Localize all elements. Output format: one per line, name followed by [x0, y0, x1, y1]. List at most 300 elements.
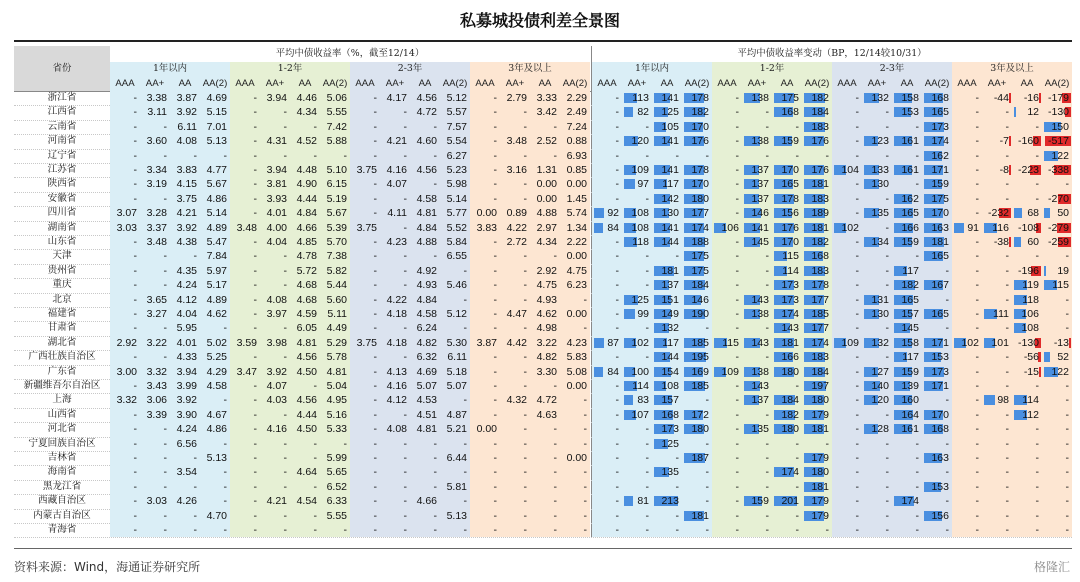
yield-cell: -: [380, 278, 410, 292]
change-value: -: [735, 380, 739, 392]
change-value: -: [975, 480, 979, 493]
change-cell: [1012, 494, 1042, 508]
change-value: 182: [691, 106, 709, 119]
yield-cell: 6.33: [320, 494, 350, 508]
yield-cell: -: [260, 105, 290, 119]
change-cell: [832, 465, 862, 479]
change-cell: [982, 105, 1012, 119]
change-value: 81: [637, 495, 649, 508]
yield-cell: 4.68: [290, 293, 320, 307]
yield-cell: 0.85: [560, 163, 590, 177]
change-value: 159: [901, 365, 919, 378]
yield-cell: -: [140, 480, 170, 494]
change-value: 166: [901, 221, 919, 234]
change-cell: [892, 523, 922, 537]
change-cell: [712, 134, 742, 148]
yield-cell: 3.75: [350, 221, 380, 235]
change-value: -: [885, 120, 889, 133]
change-value: -: [1005, 322, 1009, 335]
change-cell: [982, 134, 1012, 148]
yield-cell: -: [140, 350, 170, 364]
yield-cell: 4.34: [290, 105, 320, 119]
change-value: -: [1065, 524, 1069, 536]
change-bar: [1044, 266, 1046, 276]
change-value: 143: [751, 336, 769, 349]
change-cell: [1012, 408, 1042, 422]
change-cell: [772, 278, 802, 292]
change-value: -: [705, 322, 709, 335]
change-cell: [952, 149, 982, 163]
yield-cell: 3.30: [530, 365, 560, 379]
yield-cell: -: [380, 480, 410, 494]
change-cell: [922, 393, 952, 407]
change-bar: [594, 367, 603, 377]
yield-cell: 3.28: [140, 206, 170, 220]
yield-cell: -: [230, 523, 260, 537]
yield-cell: 5.46: [440, 278, 470, 292]
rating-header: AA+: [862, 76, 892, 91]
change-value: -: [1065, 178, 1069, 191]
yield-cell: -: [350, 509, 380, 523]
yield-cell: -: [110, 408, 140, 422]
change-cell: [652, 235, 682, 249]
yield-cell: -: [500, 149, 530, 163]
yield-cell: -: [530, 451, 560, 465]
change-value: 84: [607, 221, 619, 234]
change-cell: [772, 91, 802, 105]
change-value: -: [615, 236, 619, 248]
yield-cell: -: [110, 264, 140, 278]
change-cell: [922, 408, 952, 422]
yield-cell: -: [530, 509, 560, 523]
change-value: 159: [751, 495, 769, 508]
change-value: 135: [661, 466, 679, 479]
change-value: -196: [1017, 264, 1039, 277]
yield-cell: -: [530, 379, 560, 393]
rating-header: AA: [772, 76, 802, 91]
change-value: -: [705, 495, 709, 508]
change-cell: [892, 221, 922, 235]
yield-cell: -: [200, 494, 230, 508]
change-cell: [712, 293, 742, 307]
change-bar: [624, 309, 635, 319]
change-cell: [862, 465, 892, 479]
change-value: 182: [781, 408, 799, 421]
change-cell: [892, 120, 922, 134]
yield-cell: 4.90: [290, 177, 320, 191]
change-value: -: [855, 308, 859, 320]
yield-cell: -: [170, 480, 200, 494]
change-value: -: [975, 380, 979, 392]
change-cell: [742, 120, 772, 134]
change-cell: [592, 494, 622, 508]
yield-cell: -: [230, 177, 260, 191]
yield-cell: 4.82: [410, 336, 440, 350]
change-cell: [742, 163, 772, 177]
yield-cell: 0.00: [560, 307, 590, 321]
change-value: 138: [751, 365, 769, 378]
yield-cell: 2.97: [530, 221, 560, 235]
yield-cell: -: [200, 465, 230, 479]
change-value: 139: [901, 380, 919, 392]
yield-cell: -: [410, 437, 440, 451]
change-value: 181: [661, 264, 679, 277]
yield-cell: 4.18: [380, 307, 410, 321]
change-cell: [1042, 465, 1072, 479]
yield-cell: -: [380, 408, 410, 422]
change-value: -: [1035, 250, 1039, 263]
change-cell: [922, 307, 952, 321]
yield-cell: -: [230, 278, 260, 292]
yield-cell: -: [350, 465, 380, 479]
change-cell: [952, 177, 982, 191]
change-value: 141: [661, 221, 679, 234]
change-cell: [892, 422, 922, 436]
yield-cell: -: [560, 321, 590, 335]
change-cell: [952, 336, 982, 350]
change-cell: [832, 451, 862, 465]
change-cell: [652, 494, 682, 508]
province-name: 安徽省: [47, 192, 77, 204]
change-cell: [652, 91, 682, 105]
change-cell: [952, 365, 982, 379]
yield-cell: -: [530, 465, 560, 479]
change-cell: [982, 465, 1012, 479]
yield-cell: -: [230, 494, 260, 508]
change-cell: [682, 249, 712, 263]
yield-cell: 4.56: [410, 163, 440, 177]
change-value: 177: [811, 322, 829, 335]
change-cell: [592, 221, 622, 235]
change-cell: [592, 293, 622, 307]
yield-cell: -: [380, 350, 410, 364]
change-cell: [862, 379, 892, 393]
change-cell: [742, 221, 772, 235]
yield-cell: -: [230, 249, 260, 263]
province-name: 福建省: [47, 308, 77, 319]
yield-cell: -: [470, 509, 500, 523]
change-cell: [742, 293, 772, 307]
change-value: -: [735, 207, 739, 220]
yield-cell: -: [230, 235, 260, 249]
change-cell: [802, 379, 832, 393]
change-cell: [682, 321, 712, 335]
change-cell: [1012, 149, 1042, 163]
change-cell: [622, 149, 652, 163]
rating-header: AAA: [952, 76, 982, 91]
change-neg-bar: [1009, 165, 1011, 175]
change-value: 164: [901, 408, 919, 421]
yield-cell: -: [380, 120, 410, 134]
change-cell: [652, 321, 682, 335]
change-value: -: [795, 480, 799, 493]
change-value: 82: [637, 106, 649, 119]
change-value: 171: [931, 380, 949, 392]
province-name: 上海: [52, 394, 72, 406]
change-value: -: [915, 509, 919, 522]
change-value: 105: [661, 120, 679, 133]
change-cell: [982, 509, 1012, 523]
change-value: -: [975, 437, 979, 450]
change-cell: [592, 321, 622, 335]
yield-cell: 5.67: [320, 206, 350, 220]
change-cell: [982, 177, 1012, 191]
change-cell: [952, 163, 982, 177]
change-value: -: [915, 480, 919, 493]
province-name: 甘肃省: [47, 322, 77, 334]
yield-cell: 5.47: [200, 235, 230, 249]
change-cell: [1012, 264, 1042, 278]
yield-cell: 6.56: [170, 437, 200, 451]
yield-cell: -: [470, 105, 500, 119]
change-cell: [952, 278, 982, 292]
section-header-change: 平均中债收益率变动（BP，12/14较10/31）: [592, 46, 1072, 62]
yield-cell: -: [350, 365, 380, 379]
change-value: 125: [661, 106, 679, 119]
yield-cell: -: [500, 365, 530, 379]
change-cell: [712, 379, 742, 393]
change-cell: [952, 249, 982, 263]
change-cell: [592, 134, 622, 148]
change-cell: [622, 350, 652, 364]
yield-cell: -: [350, 134, 380, 148]
change-cell: [1012, 365, 1042, 379]
change-value: -: [615, 92, 619, 104]
change-value: -13: [1053, 336, 1069, 349]
change-value: -: [855, 437, 859, 450]
change-value: 143: [751, 380, 769, 392]
change-value: 130: [871, 308, 889, 320]
change-value: 159: [781, 135, 799, 148]
change-value: 106: [1021, 308, 1039, 320]
yield-cell: 4.08: [170, 134, 200, 148]
change-cell: [772, 350, 802, 364]
change-value: 167: [931, 279, 949, 292]
change-cell: [592, 249, 622, 263]
change-cell: [712, 105, 742, 119]
yield-cell: -: [530, 149, 560, 163]
yield-cell: -: [290, 149, 320, 163]
change-value: -: [645, 279, 649, 292]
yield-cell: -: [380, 494, 410, 508]
change-cell: [682, 278, 712, 292]
change-value: -: [735, 351, 739, 364]
yield-cell: 4.75: [560, 264, 590, 278]
yield-cell: -: [230, 134, 260, 148]
yield-cell: -: [230, 91, 260, 105]
yield-cell: -: [470, 465, 500, 479]
change-value: -: [855, 207, 859, 220]
yield-cell: 4.59: [290, 307, 320, 321]
change-cell: [892, 480, 922, 494]
yield-cell: -: [200, 149, 230, 163]
yield-cell: -: [140, 149, 170, 163]
yield-cell: -: [260, 509, 290, 523]
province-name: 新疆维吾尔自治区: [23, 380, 101, 391]
change-cell: [652, 408, 682, 422]
yield-cell: 4.77: [200, 163, 230, 177]
yield-cell: -: [530, 523, 560, 537]
change-cell: [862, 249, 892, 263]
change-cell: [682, 350, 712, 364]
change-value: -7: [999, 135, 1009, 148]
change-cell: [682, 264, 712, 278]
change-cell: [622, 249, 652, 263]
rating-header: AA(2): [320, 76, 350, 91]
change-value: -: [1005, 408, 1009, 421]
yield-cell: -: [470, 293, 500, 307]
yield-cell: -: [470, 91, 500, 105]
change-value: -: [885, 279, 889, 292]
change-cell: [802, 494, 832, 508]
change-bar: [954, 223, 964, 233]
change-cell: [922, 177, 952, 191]
change-value: -179: [1047, 92, 1069, 104]
change-value: -: [855, 480, 859, 493]
yield-cell: -: [110, 120, 140, 134]
change-value: 131: [871, 293, 889, 306]
change-value: 165: [931, 308, 949, 320]
change-value: -: [765, 120, 769, 133]
change-value: 176: [691, 135, 709, 148]
change-cell: [742, 408, 772, 422]
change-cell: [682, 437, 712, 451]
yield-cell: 4.44: [290, 192, 320, 206]
change-cell: [952, 408, 982, 422]
change-cell: [1012, 465, 1042, 479]
yield-cell: 1.31: [530, 163, 560, 177]
change-value: -: [885, 250, 889, 263]
change-value: 178: [691, 92, 709, 104]
yield-cell: 3.75: [350, 163, 380, 177]
change-cell: [772, 379, 802, 393]
rating-header: AA(2): [682, 76, 712, 91]
yield-cell: 3.48: [230, 221, 260, 235]
change-value: -: [855, 135, 859, 148]
change-value: -: [975, 192, 979, 205]
change-cell: [892, 509, 922, 523]
change-value: -: [615, 408, 619, 421]
change-cell: [1012, 523, 1042, 537]
change-value: -: [975, 365, 979, 378]
yield-cell: 2.49: [560, 105, 590, 119]
change-value: -: [645, 120, 649, 133]
yield-cell: 5.57: [440, 105, 470, 119]
change-value: -: [645, 264, 649, 277]
yield-cell: -: [170, 149, 200, 163]
change-cell: [982, 192, 1012, 206]
yield-cell: 4.17: [380, 91, 410, 105]
change-value: 144: [661, 351, 679, 364]
change-cell: [1012, 422, 1042, 436]
change-cell: [982, 393, 1012, 407]
yield-cell: 4.50: [290, 365, 320, 379]
change-cell: [892, 235, 922, 249]
yield-cell: 4.78: [290, 249, 320, 263]
change-value: -: [975, 524, 979, 536]
change-cell: [1042, 393, 1072, 407]
change-cell: [832, 206, 862, 220]
change-value: -: [645, 423, 649, 436]
change-value: 19: [1057, 264, 1069, 277]
change-cell: [682, 365, 712, 379]
change-cell: [802, 221, 832, 235]
change-cell: [802, 278, 832, 292]
change-cell: [892, 494, 922, 508]
change-value: -: [885, 509, 889, 522]
change-value: 160: [901, 394, 919, 407]
yield-cell: -: [410, 249, 440, 263]
change-value: 178: [691, 164, 709, 176]
yield-cell: 4.87: [440, 408, 470, 422]
change-cell: [952, 379, 982, 393]
change-value: -: [705, 480, 709, 493]
change-value: -: [975, 408, 979, 421]
change-value: -: [1035, 423, 1039, 436]
change-cell: [1012, 480, 1042, 494]
change-value: 189: [811, 207, 829, 220]
change-cell: [982, 365, 1012, 379]
yield-cell: -: [260, 120, 290, 134]
change-cell: [1012, 393, 1042, 407]
province-name: 河南省: [47, 135, 77, 147]
term-header: 1年以内: [592, 62, 712, 76]
change-value: 174: [811, 336, 829, 349]
change-neg-bar: [1039, 93, 1041, 103]
change-cell: [622, 480, 652, 494]
yield-cell: -: [350, 278, 380, 292]
change-cell: [802, 465, 832, 479]
yield-cell: 4.13: [380, 365, 410, 379]
change-value: -: [855, 380, 859, 392]
change-value: -: [765, 408, 769, 421]
change-cell: [712, 307, 742, 321]
change-cell: [592, 163, 622, 177]
yield-cell: -: [170, 523, 200, 537]
yield-cell: -: [470, 120, 500, 134]
change-value: -: [915, 452, 919, 464]
change-cell: [652, 177, 682, 191]
change-value: -: [675, 480, 679, 493]
yield-cell: 4.56: [290, 393, 320, 407]
change-value: 181: [811, 178, 829, 191]
yield-cell: -: [110, 307, 140, 321]
yield-cell: -: [470, 321, 500, 335]
change-value: -15: [1023, 365, 1039, 378]
change-value: 174: [781, 466, 799, 479]
change-cell: [862, 509, 892, 523]
yield-cell: -: [290, 379, 320, 393]
change-bar: [594, 208, 604, 218]
province-name: 湖北省: [47, 336, 77, 348]
change-cell: [892, 321, 922, 335]
change-cell: [892, 307, 922, 321]
yield-cell: 4.07: [260, 379, 290, 393]
change-cell: [742, 350, 772, 364]
change-value: 109: [721, 365, 739, 378]
yield-cell: 4.56: [410, 91, 440, 105]
yield-cell: 6.55: [440, 249, 470, 263]
change-cell: [982, 437, 1012, 451]
change-cell: [832, 523, 862, 537]
yield-cell: 5.19: [320, 192, 350, 206]
change-value: 114: [782, 264, 799, 277]
change-value: -: [735, 408, 739, 421]
change-value: 102: [631, 336, 649, 349]
change-cell: [892, 192, 922, 206]
yield-cell: 4.46: [290, 91, 320, 105]
change-value: -: [615, 293, 619, 306]
